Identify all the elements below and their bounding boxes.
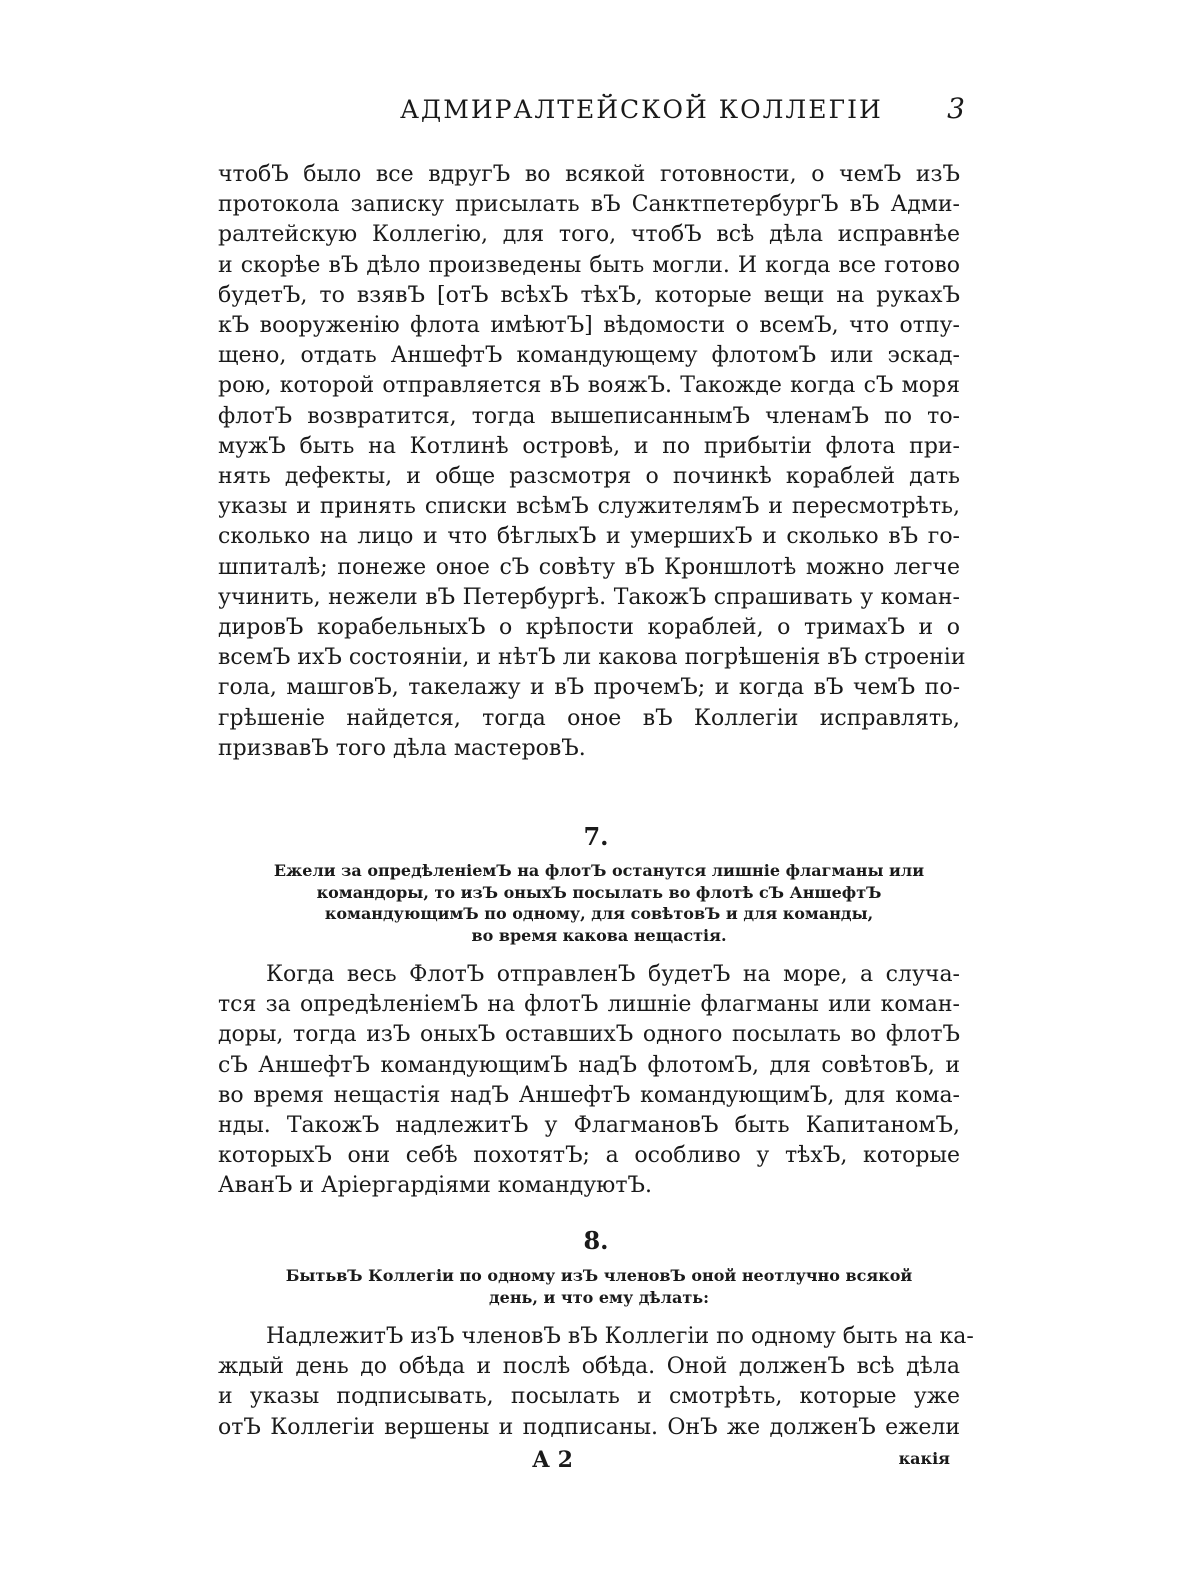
page-header — [215, 92, 965, 125]
text-line: гола, машговЪ, такелажу и вЪ прочемЪ; и когда вЪ чемЪ по- — [218, 675, 960, 701]
section-8-body — [218, 1322, 974, 1443]
caption-line: БытьвЪ Коллегіи по одному изЪ членовЪ оной неотлучно всякой — [285, 1266, 913, 1285]
caption-line: командующимЪ по одному, для совѣтовЪ и для команды, — [324, 904, 874, 923]
section-7-body — [218, 960, 960, 1202]
text-line: ралтейскую Коллегію, для того, чтобЪ всѣ дѣла исправнѣе — [218, 222, 960, 248]
text-line: которыхЪ они себѣ похотятЪ; а особливо у тѣхЪ, которые — [218, 1143, 960, 1169]
text-line: мужЪ быть на Котлинѣ островѣ, и по прибытіи флота при- — [218, 433, 960, 459]
text-line: отЪ Коллегіи вершены и подписаны. ОнЪ же долженЪ ежели — [218, 1414, 960, 1440]
text-line: и скорѣе вЪ дѣло произведены быть могли. И когда все готово — [218, 252, 960, 278]
text-line: кЪ вооруженію флота имѣютЪ] вѣдомости о всемЪ, что отпу- — [218, 313, 960, 339]
text-line: сколько на лицо и что бѣглыхЪ и умершихЪ и сколько вЪ го- — [218, 524, 960, 550]
text-line: грѣшеніе найдется, тогда оное вЪ Коллегіи исправлять, — [218, 705, 960, 731]
text-line: протокола записку присылать вЪ СанктпетербургЪ вЪ Адми- — [218, 192, 960, 218]
text-line: нять дефекты, и обще разсмотря о починкѣ кораблей дать — [218, 464, 960, 490]
text-line: всемЪ ихЪ состояніи, и нѣтЪ ли какова погрѣшенія вЪ строеніи — [218, 645, 966, 671]
text-line: чтобЪ было все вдругЪ во всякой готовности, о чемЪ изЪ — [218, 162, 960, 187]
text-line: и указы подписывать, посылать и смотрѣть, которые уже — [218, 1384, 960, 1410]
text-line: будетЪ, то взявЪ [отЪ всѣхЪ тѣхЪ, которые вещи на рукахЪ — [218, 282, 960, 308]
text-line: во время нещастія надЪ АншефтЪ командующимЪ, для кома- — [218, 1082, 960, 1108]
section-number-8: 8. — [583, 1226, 609, 1255]
text-line: доры, тогда изЪ оныхЪ оставшихЪ одного посылать во флотЪ — [218, 1022, 960, 1048]
text-line: тся за опредѣленіемЪ на флотЪ лишніе флагманы или коман- — [218, 992, 960, 1018]
caption-line: день, и что ему дѣлать: — [489, 1287, 709, 1307]
caption-line: во время какова нещастія. — [471, 925, 727, 945]
text-line: Когда весь ФлотЪ отправленЪ будетЪ на море, а случа- — [266, 962, 960, 987]
caption-line: Ежели за опредѣленіемЪ на флотЪ останутся лишніе флагманы или — [273, 861, 925, 880]
text-line: щено, отдать АншефтЪ командующему флотомЪ или эскад- — [218, 343, 960, 369]
signature-mark: А 2 — [532, 1447, 573, 1473]
text-line: рою, которой отправляется вЪ вояжЪ. Такожде когда сЪ моря — [218, 373, 960, 399]
section-number-7: 7. — [583, 822, 609, 851]
text-line: указы и принять списки всѣмЪ служителямЪ и пересмотрѣть, — [218, 494, 960, 520]
running-title: АДМИРАЛТЕЙСКОЙ КОЛЛЕГІИ — [400, 95, 883, 124]
text-line: НадлежитЪ изЪ членовЪ вЪ Коллегіи по одному быть на ка- — [266, 1324, 974, 1349]
text-line: шпиталѣ; понеже оное сЪ совѣту вЪ Кроншлотѣ можно легче — [218, 554, 960, 580]
text-line: ждый день до обѣда и послѣ обѣда. Оной долженЪ всѣ дѣла — [218, 1354, 960, 1380]
section-8-caption — [236, 1265, 962, 1308]
page-number: 3 — [947, 92, 965, 125]
paragraph-1 — [218, 160, 966, 764]
catchword: какія — [898, 1449, 950, 1468]
text-line: сЪ АншефтЪ командующимЪ надЪ флотомЪ, для совѣтовЪ, и — [218, 1052, 960, 1078]
text-line: призвавЪ того дѣла мастеровЪ. — [218, 735, 586, 761]
text-line: флотЪ возвратится, тогда вышеписаннымЪ членамЪ по то- — [218, 403, 960, 429]
text-line: учинить, нежели вЪ Петербургѣ. ТакожЪ спрашивать у коман- — [218, 584, 960, 610]
caption-line: командоры, то изЪ оныхЪ посылать во флотѣ сЪ АншефтЪ — [316, 882, 882, 902]
text-line: дировЪ корабельныхЪ о крѣпости кораблей, о тримахЪ и о — [218, 615, 960, 641]
section-7-caption — [236, 860, 962, 946]
text-line: нды. ТакожЪ надлежитЪ у ФлагмановЪ быть КапитаномЪ, — [218, 1113, 960, 1139]
text-line: АванЪ и Аріергардіями командуютЪ. — [218, 1173, 652, 1199]
